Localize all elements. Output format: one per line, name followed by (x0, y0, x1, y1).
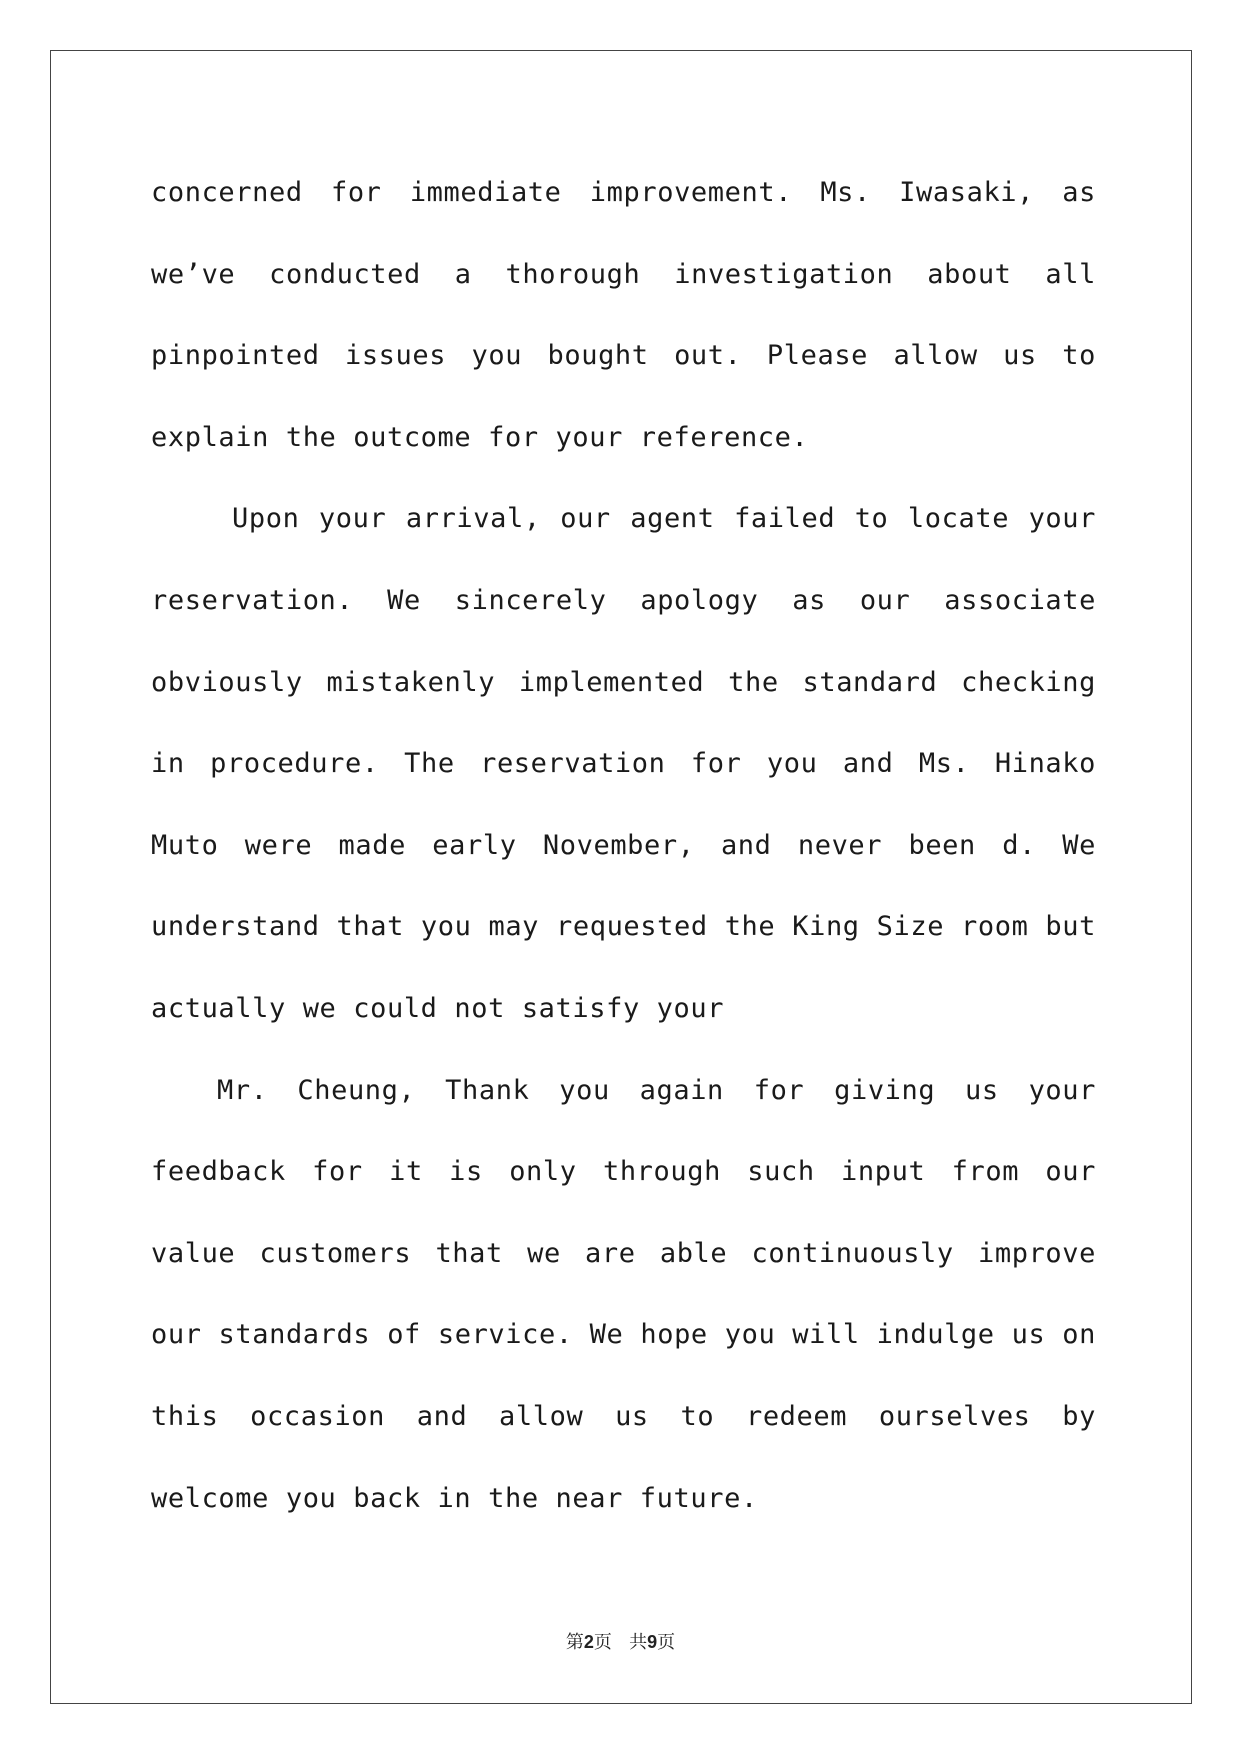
total-pages-number: 9 (647, 1632, 658, 1652)
page-prefix: 第 (565, 1632, 584, 1653)
current-page-number: 2 (583, 1632, 594, 1652)
letter-body (151, 152, 1096, 1539)
page-footer (0, 1628, 1241, 1654)
paragraph: Upon your arrival, our agent failed to locate your reservation. We sincerely apology as our associate obviously mistakenly implemented the standard checking in procedure. The reservation for you and Ms. Hinako Muto were made early November, and never been d. We understand that you may requested the King Size room but actually we could not satisfy your (151, 503, 1096, 1024)
page-suffix: 页 (657, 1632, 676, 1653)
paragraph: Mr. Cheung, Thank you again for giving us your feedback for it is only through such input from our value customers that we are able continuously improve our standards of service. We hope you will indulge us on this occasion and allow us to redeem ourselves by welcome you back in the near future. (151, 1074, 1096, 1514)
page-mid: 页 共 (593, 1632, 648, 1653)
paragraph: concerned for immediate improvement. Ms. Iwasaki, as we’ve conducted a thorough investigation about all pinpointed issues you bought out. Please allow us to explain the outcome for your reference. (151, 177, 1096, 453)
